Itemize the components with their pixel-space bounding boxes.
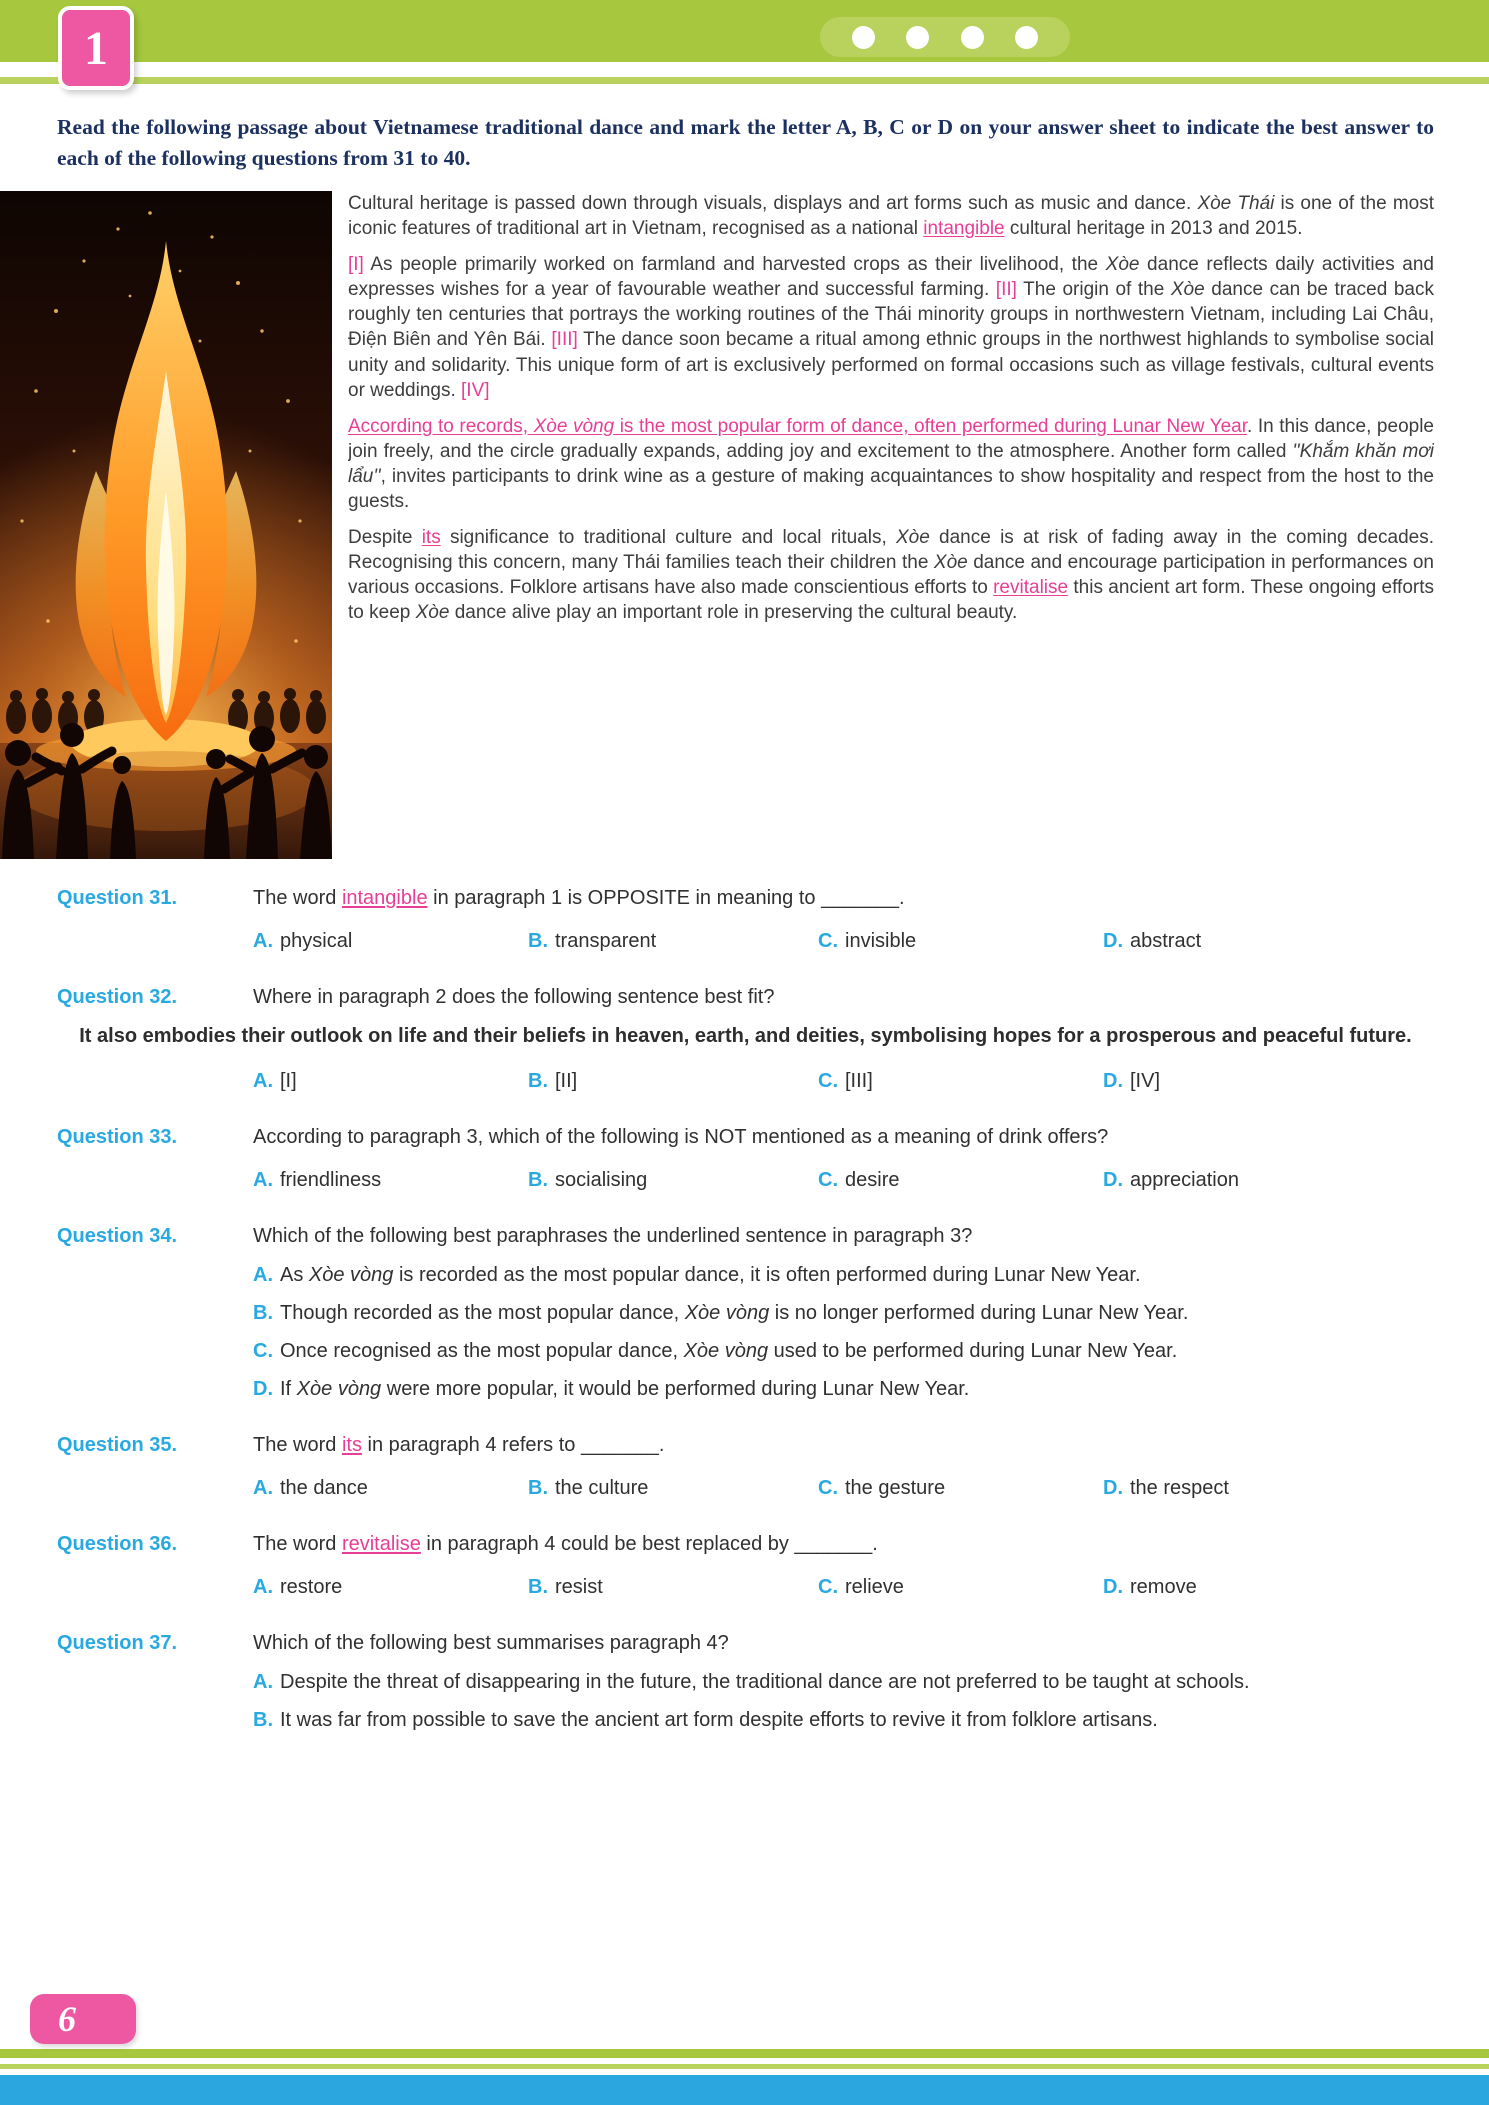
option-text: Though recorded as the most popular dance, Xòe vòng is no longer performed during Lunar New Year. bbox=[280, 1302, 1189, 1325]
answer-option-d bbox=[1103, 1066, 1434, 1096]
option-text: transparent bbox=[555, 930, 657, 953]
passage-paragraph-2: [I] As people primarily worked on farmland and harvested crops as their livelihood, the Xòe dance reflects daily activities and expresses wishes for a year of favourable weather and successful farming. [II] The origin of the Xòe dance can be traced back roughly ten centuries that portrays the working routines of the Thái minority groups in northwestern Vietnam, including Lai Châu, Điện Biên and Yên Bái. [III] The dance soon became a ritual among ethnic groups in the northwest highlands to symbolise social unity and solidarity. This unique form of art is exclusively performed on formal occasions such as village festivals, cultural events or weddings. [IV] bbox=[348, 254, 1434, 401]
option-text: It was far from possible to save the ancient art form despite efforts to revive it from folklore artisans. bbox=[280, 1709, 1158, 1732]
question-label: Question 32. bbox=[57, 986, 178, 1009]
question-37 bbox=[57, 1628, 1434, 1735]
option-letter: A. bbox=[253, 930, 273, 953]
answer-option-b bbox=[528, 1473, 818, 1503]
question-label: Question 37. bbox=[57, 1632, 178, 1655]
answer-options bbox=[253, 1473, 1434, 1503]
question-35 bbox=[57, 1430, 1434, 1503]
option-letter: A. bbox=[253, 1070, 273, 1093]
option-letter: A. bbox=[253, 1671, 273, 1694]
header-dots-decoration bbox=[820, 17, 1070, 57]
answer-option-a bbox=[253, 926, 528, 956]
option-text: restore bbox=[280, 1576, 343, 1599]
answer-option-a bbox=[253, 1667, 1434, 1697]
option-text: abstract bbox=[1130, 930, 1202, 953]
answer-option-d bbox=[1103, 1473, 1434, 1503]
question-text: The word intangible in paragraph 1 is OPPOSITE in meaning to _______. bbox=[253, 887, 905, 910]
page-number: 6 bbox=[58, 1999, 76, 2039]
question-33 bbox=[57, 1122, 1434, 1195]
answer-option-c bbox=[253, 1336, 1434, 1366]
inserted-sentence: It also embodies their outlook on life and their beliefs in heaven, earth, and deities, symbolising hopes for a prosperous and peaceful future. bbox=[79, 1025, 1412, 1048]
option-text: relieve bbox=[845, 1576, 904, 1599]
option-text: friendliness bbox=[280, 1169, 382, 1192]
dot-icon bbox=[961, 26, 984, 49]
passage-paragraph-1: Cultural heritage is passed down through visuals, displays and art forms such as music and dance. Xòe Thái is one of the most iconic features of traditional art in Vietnam, recognised as a national intangible cultural heritage in 2013 and 2015. bbox=[348, 193, 1434, 240]
answer-options bbox=[253, 1260, 1434, 1404]
question-32 bbox=[57, 982, 1434, 1096]
footer-rule-thick bbox=[0, 2049, 1489, 2058]
option-text: invisible bbox=[845, 930, 917, 953]
answer-options bbox=[253, 1066, 1434, 1096]
answer-option-b bbox=[528, 1165, 818, 1195]
option-letter: B. bbox=[253, 1709, 273, 1732]
option-letter: D. bbox=[1103, 1576, 1123, 1599]
question-36 bbox=[57, 1529, 1434, 1602]
unit-number-badge bbox=[58, 6, 134, 90]
answer-option-c bbox=[818, 1165, 1103, 1195]
question-31 bbox=[57, 883, 1434, 956]
option-text: appreciation bbox=[1130, 1169, 1239, 1192]
question-text: According to paragraph 3, which of the following is NOT mentioned as a meaning of drink offers? bbox=[253, 1126, 1109, 1149]
reading-passage bbox=[0, 191, 1489, 859]
option-text: physical bbox=[280, 930, 353, 953]
question-text: Where in paragraph 2 does the following sentence best fit? bbox=[253, 986, 775, 1009]
dot-icon bbox=[906, 26, 929, 49]
answer-option-b bbox=[528, 926, 818, 956]
dot-icon bbox=[1015, 26, 1038, 49]
option-text: the gesture bbox=[845, 1477, 946, 1500]
question-label: Question 36. bbox=[57, 1533, 178, 1556]
option-letter: C. bbox=[818, 1477, 838, 1500]
option-text: [II] bbox=[555, 1070, 578, 1093]
option-letter: C. bbox=[253, 1340, 273, 1363]
answer-option-b bbox=[253, 1298, 1434, 1328]
answer-option-c bbox=[818, 1066, 1103, 1096]
answer-option-a bbox=[253, 1066, 528, 1096]
option-text: remove bbox=[1130, 1576, 1197, 1599]
footer-bar bbox=[0, 2075, 1489, 2105]
option-letter: B. bbox=[528, 930, 548, 953]
header-rule bbox=[0, 77, 1489, 84]
option-text: the dance bbox=[280, 1477, 368, 1500]
option-letter: C. bbox=[818, 930, 838, 953]
option-text: [III] bbox=[845, 1070, 873, 1093]
option-text: the respect bbox=[1130, 1477, 1229, 1500]
question-text: Which of the following best paraphrases the underlined sentence in paragraph 3? bbox=[253, 1225, 973, 1248]
option-letter: A. bbox=[253, 1477, 273, 1500]
question-label: Question 33. bbox=[57, 1126, 178, 1149]
option-letter: B. bbox=[528, 1070, 548, 1093]
option-text: resist bbox=[555, 1576, 603, 1599]
answer-option-b bbox=[528, 1572, 818, 1602]
option-text: Despite the threat of disappearing in the future, the traditional dance are not preferred to be taught at schools. bbox=[280, 1671, 1250, 1694]
bonfire-image bbox=[0, 191, 332, 859]
option-letter: C. bbox=[818, 1576, 838, 1599]
questions-section bbox=[57, 883, 1434, 1735]
option-letter: B. bbox=[528, 1169, 548, 1192]
answer-option-d bbox=[1103, 1165, 1434, 1195]
passage-paragraph-3: According to records, Xòe vòng is the most popular form of dance, often performed during Lunar New Year. In this dance, people join freely, and the circle gradually expands, adding joy and excitement to the atmosphere. Another form called ''Khắm khăn mơi lẩu'', invites participants to drink wine as a gesture of making acquaintances to show hospitality and respect from the host to the guests. bbox=[348, 415, 1434, 512]
option-text: [I] bbox=[280, 1070, 297, 1093]
answer-option-a bbox=[253, 1572, 528, 1602]
option-letter: D. bbox=[1103, 930, 1123, 953]
option-text: desire bbox=[845, 1169, 900, 1192]
option-letter: C. bbox=[818, 1169, 838, 1192]
passage-paragraph-4: Despite its significance to traditional culture and local rituals, Xòe dance is at risk of fading away in the coming decades. Recognising this concern, many Thái families teach their children the Xòe dance and encourage participation in performances on various occasions. Folklore artisans have also made conscientious efforts to revitalise this ancient art form. These ongoing efforts to keep Xòe dance alive play an important role in preserving the cultural beauty. bbox=[348, 526, 1434, 624]
answer-option-b bbox=[253, 1705, 1434, 1735]
option-letter: A. bbox=[253, 1169, 273, 1192]
answer-option-c bbox=[818, 1473, 1103, 1503]
header-band bbox=[0, 0, 1489, 62]
footer-rule-thin bbox=[0, 2064, 1489, 2069]
dot-icon bbox=[852, 26, 875, 49]
page-number-badge bbox=[30, 1994, 136, 2044]
answer-options bbox=[253, 926, 1434, 956]
question-label: Question 31. bbox=[57, 887, 178, 910]
passage-text bbox=[348, 191, 1434, 625]
answer-options bbox=[253, 1667, 1434, 1735]
page-content bbox=[0, 96, 1489, 1761]
option-text: the culture bbox=[555, 1477, 649, 1500]
question-text: The word its in paragraph 4 refers to _______. bbox=[253, 1434, 665, 1457]
option-letter: D. bbox=[1103, 1070, 1123, 1093]
option-letter: B. bbox=[253, 1302, 273, 1325]
answer-option-a bbox=[253, 1473, 528, 1503]
question-text: Which of the following best summarises paragraph 4? bbox=[253, 1632, 729, 1655]
answer-option-c bbox=[818, 926, 1103, 956]
option-text: [IV] bbox=[1130, 1070, 1161, 1093]
answer-options bbox=[253, 1572, 1434, 1602]
option-text: As Xòe vòng is recorded as the most popular dance, it is often performed during Lunar New Year. bbox=[280, 1264, 1141, 1287]
option-letter: D. bbox=[1103, 1477, 1123, 1500]
answer-option-b bbox=[528, 1066, 818, 1096]
answer-option-c bbox=[818, 1572, 1103, 1602]
option-letter: D. bbox=[1103, 1169, 1123, 1192]
answer-options bbox=[253, 1165, 1434, 1195]
answer-option-d bbox=[1103, 926, 1434, 956]
answer-option-d bbox=[1103, 1572, 1434, 1602]
instruction-text: Read the following passage about Vietnamese traditional dance and mark the letter A, B, C or D on your answer sheet to indicate the best answer to each of the following questions from 31 to 40. bbox=[57, 115, 1434, 170]
unit-number: 1 bbox=[84, 21, 108, 75]
question-34 bbox=[57, 1221, 1434, 1404]
option-letter: D. bbox=[253, 1378, 273, 1401]
answer-option-d bbox=[253, 1374, 1434, 1404]
option-text: socialising bbox=[555, 1169, 648, 1192]
option-text: Once recognised as the most popular dance, Xòe vòng used to be performed during Lunar New Year. bbox=[280, 1340, 1178, 1363]
question-label: Question 35. bbox=[57, 1434, 178, 1457]
answer-option-a bbox=[253, 1260, 1434, 1290]
question-label: Question 34. bbox=[57, 1225, 178, 1248]
question-text: The word revitalise in paragraph 4 could be best replaced by _______. bbox=[253, 1533, 878, 1556]
option-letter: B. bbox=[528, 1477, 548, 1500]
option-letter: C. bbox=[818, 1070, 838, 1093]
option-letter: B. bbox=[528, 1576, 548, 1599]
option-text: If Xòe vòng were more popular, it would be performed during Lunar New Year. bbox=[280, 1378, 970, 1401]
answer-option-a bbox=[253, 1165, 528, 1195]
option-letter: A. bbox=[253, 1576, 273, 1599]
option-letter: A. bbox=[253, 1264, 273, 1287]
